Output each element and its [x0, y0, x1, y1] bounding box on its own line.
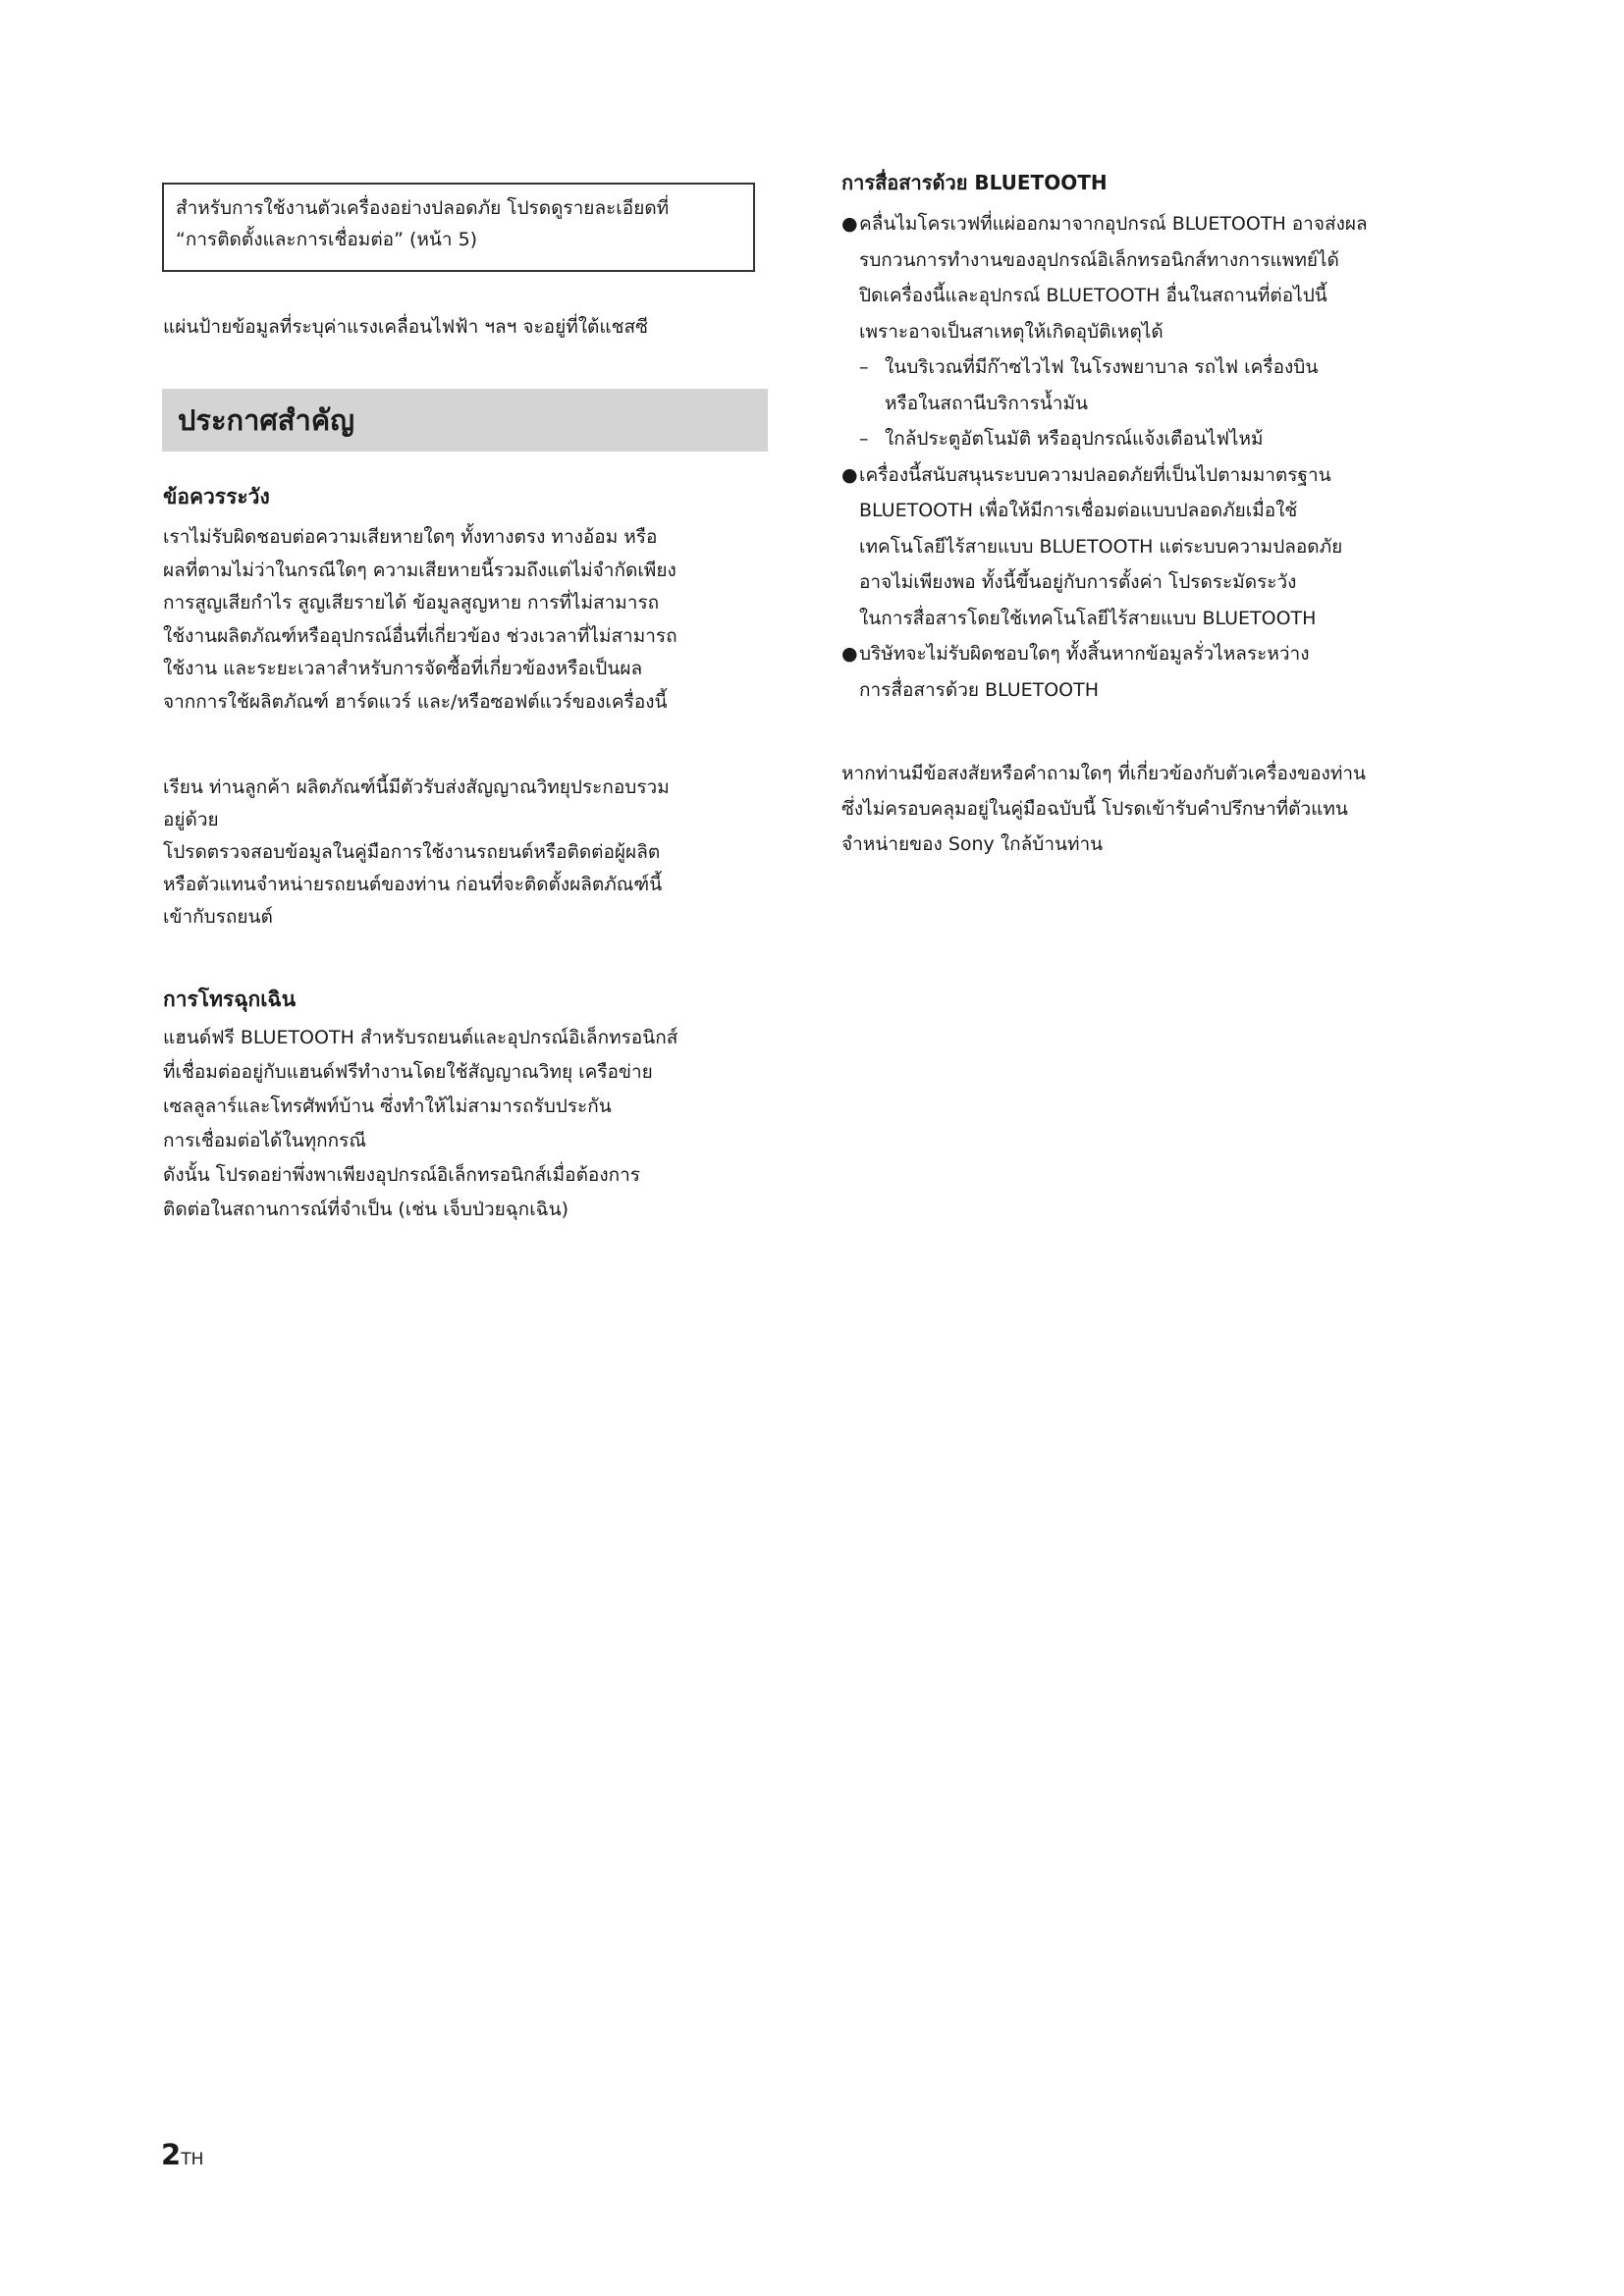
- sub-line: ใกล้ประตูอัตโนมัติ หรืออุปกรณ์แจ้งเตือนไฟไหม้: [885, 428, 1264, 450]
- bullet-line: BLUETOOTH เพื่อให้มีการเชื่อมต่อแบบปลอดภัยเมื่อใช้: [859, 500, 1298, 521]
- bullet-line: คลื่นไมโครเวฟที่แผ่ออกมาจากอุปกรณ์ BLUETOOTH อาจส่งผล: [859, 213, 1368, 235]
- section-title: ประกาศสำคัญ: [178, 403, 354, 437]
- closing-line: ซึ่งไม่ครอบคลุมอยู่ในคู่มือฉบับนี้ โปรดเข้ารับคำปรึกษาที่ตัวแทน: [841, 798, 1348, 820]
- bullet-line: การสื่อสารด้วย BLUETOOTH: [859, 678, 1100, 701]
- bullet-icon: ●: [841, 213, 858, 235]
- caution-line: การสูญเสียกำไร สูญเสียรายได้ ข้อมูลสูญหาย การที่ไม่สามารถ: [163, 592, 660, 614]
- emergency-line: แฮนด์ฟรี BLUETOOTH สำหรับรถยนต์และอุปกรณ์อิเล็กทรอนิกส์: [163, 1027, 678, 1048]
- customer-note-line: โปรดตรวจสอบข้อมูลในคู่มือการใช้งานรถยนต์หรือติดต่อผู้ผลิต: [163, 841, 661, 863]
- emergency-line: ที่เชื่อมต่ออยู่กับแฮนด์ฟรีทำงานโดยใช้สัญญาณวิทยุ เครือข่าย: [163, 1061, 653, 1083]
- safety-notice-box: [162, 183, 755, 272]
- caution-line: เราไม่รับผิดชอบต่อความเสียหายใดๆ ทั้งทางตรง ทางอ้อม หรือ: [163, 526, 658, 548]
- caution-line: ใช้งาน และระยะเวลาสำหรับการจัดซื้อที่เกี่ยวข้องหรือเป็นผล: [163, 658, 643, 679]
- page-number: [161, 2138, 203, 2171]
- page-number-digit: 2: [161, 2138, 182, 2171]
- caution-line: ใช้งานผลิตภัณฑ์หรืออุปกรณ์อื่นที่เกี่ยวข้อง ช่วงเวลาที่ไม่สามารถ: [163, 624, 677, 647]
- bluetooth-bullet-item: [841, 457, 1470, 637]
- section-title-bar: [162, 389, 768, 452]
- customer-note-line: อยู่ด้วย: [163, 809, 219, 830]
- customer-note-line: เข้ากับรถยนต์: [163, 906, 273, 928]
- emergency-line: ดังนั้น โปรดอย่าพึ่งพาเพียงอุปกรณ์อิเล็กทรอนิกส์เมื่อต้องการ: [163, 1164, 641, 1186]
- customer-note-line: เรียน ท่านลูกค้า ผลิตภัณฑ์นี้มีตัวรับส่งสัญญาณวิทยุประกอบรวม: [163, 776, 670, 798]
- emergency-line: ติดต่อในสถานการณ์ที่จำเป็น (เช่น เจ็บป่วยฉุกเฉิน): [163, 1199, 569, 1220]
- customer-note: [163, 772, 772, 934]
- bullet-line: อาจไม่เพียงพอ ทั้งนี้ขึ้นอยู่กับการตั้งค่า โปรดระมัดระวัง: [859, 571, 1297, 593]
- bullet-line: ปิดเครื่องนี้และอุปกรณ์ BLUETOOTH อื่นในสถานที่ต่อไปนี้: [859, 285, 1327, 306]
- customer-note-line: หรือตัวแทนจำหน่ายรถยนต์ของท่าน ก่อนที่จะติดตั้งผลิตภัณฑ์นี้: [163, 874, 663, 895]
- bullet-icon: ●: [841, 643, 858, 665]
- dash-icon: –: [859, 428, 869, 450]
- caution-paragraph: [163, 521, 772, 719]
- bullet-line: เทคโนโลยีไร้สายแบบ BLUETOOTH แต่ระบบความปลอดภัย: [859, 535, 1343, 558]
- bluetooth-sub-item: [841, 421, 1470, 457]
- emergency-line: การเชื่อมต่อได้ในทุกกรณี: [163, 1130, 366, 1151]
- bluetooth-bullet-item: [841, 206, 1470, 349]
- closing-line: หากท่านมีข้อสงสัยหรือคำถามใดๆ ที่เกี่ยวข้องกับตัวเครื่องของท่าน: [841, 763, 1367, 784]
- emergency-paragraph: [163, 1021, 772, 1227]
- bullet-line: รบกวนการทำงานของอุปกรณ์อิเล็กทรอนิกส์ทางการแพทย์ได้: [859, 248, 1339, 271]
- emergency-heading: การโทรฉุกเฉิน: [163, 987, 297, 1011]
- bluetooth-heading: การสื่อสารด้วย BLUETOOTH: [841, 171, 1108, 194]
- rating-plate-note: แผ่นป้ายข้อมูลที่ระบุค่าแรงเคลื่อนไฟฟ้า ฯลฯ จะอยู่ที่ใต้แชสซี: [163, 316, 648, 338]
- sub-line: ในบริเวณที่มีก๊าซไวไฟ ในโรงพยาบาล รถไฟ เครื่องบิน: [885, 356, 1319, 378]
- closing-paragraph: [841, 756, 1470, 862]
- bullet-icon: ●: [841, 463, 858, 486]
- safety-notice-line: สำหรับการใช้งานตัวเครื่องอย่างปลอดภัย โปรดดูรายละเอียดที่: [176, 197, 670, 219]
- bullet-line: เพราะอาจเป็นสาเหตุให้เกิดอุบัติเหตุได้: [859, 320, 1164, 343]
- bullet-line: เครื่องนี้สนับสนุนระบบความปลอดภัยที่เป็นไปตามมาตรฐาน: [859, 463, 1331, 486]
- emergency-line: เซลลูลาร์และโทรศัพท์บ้าน ซึ่งทำให้ไม่สามารถรับประกัน: [163, 1095, 612, 1117]
- bluetooth-list: [841, 206, 1470, 708]
- bullet-line: ในการสื่อสารโดยใช้เทคโนโลยีไร้สายแบบ BLUETOOTH: [859, 607, 1317, 629]
- caution-line: จากการใช้ผลิตภัณฑ์ ฮาร์ดแวร์ และ/หรือซอฟต์แวร์ของเครื่องนี้: [163, 690, 668, 713]
- sub-line: หรือในสถานีบริการน้ำมัน: [885, 392, 1088, 414]
- bluetooth-sub-item: [841, 349, 1470, 421]
- closing-line: จำหน่ายของ Sony ใกล้บ้านท่าน: [841, 833, 1104, 855]
- caution-heading: ข้อควรระวัง: [163, 484, 270, 508]
- bullet-line: บริษัทจะไม่รับผิดชอบใดๆ ทั้งสิ้นหากข้อมูลรั่วไหลระหว่าง: [859, 643, 1310, 665]
- dash-icon: –: [859, 356, 869, 378]
- bluetooth-bullet-item: [841, 636, 1470, 708]
- page-number-suffix: TH: [181, 2150, 204, 2169]
- caution-line: ผลที่ตามไม่ว่าในกรณีใดๆ ความเสียหายนี้รวมถึงแต่ไม่จำกัดเพียง: [163, 559, 677, 581]
- safety-notice-line: “การติดตั้งและการเชื่อมต่อ” (หน้า 5): [176, 229, 478, 250]
